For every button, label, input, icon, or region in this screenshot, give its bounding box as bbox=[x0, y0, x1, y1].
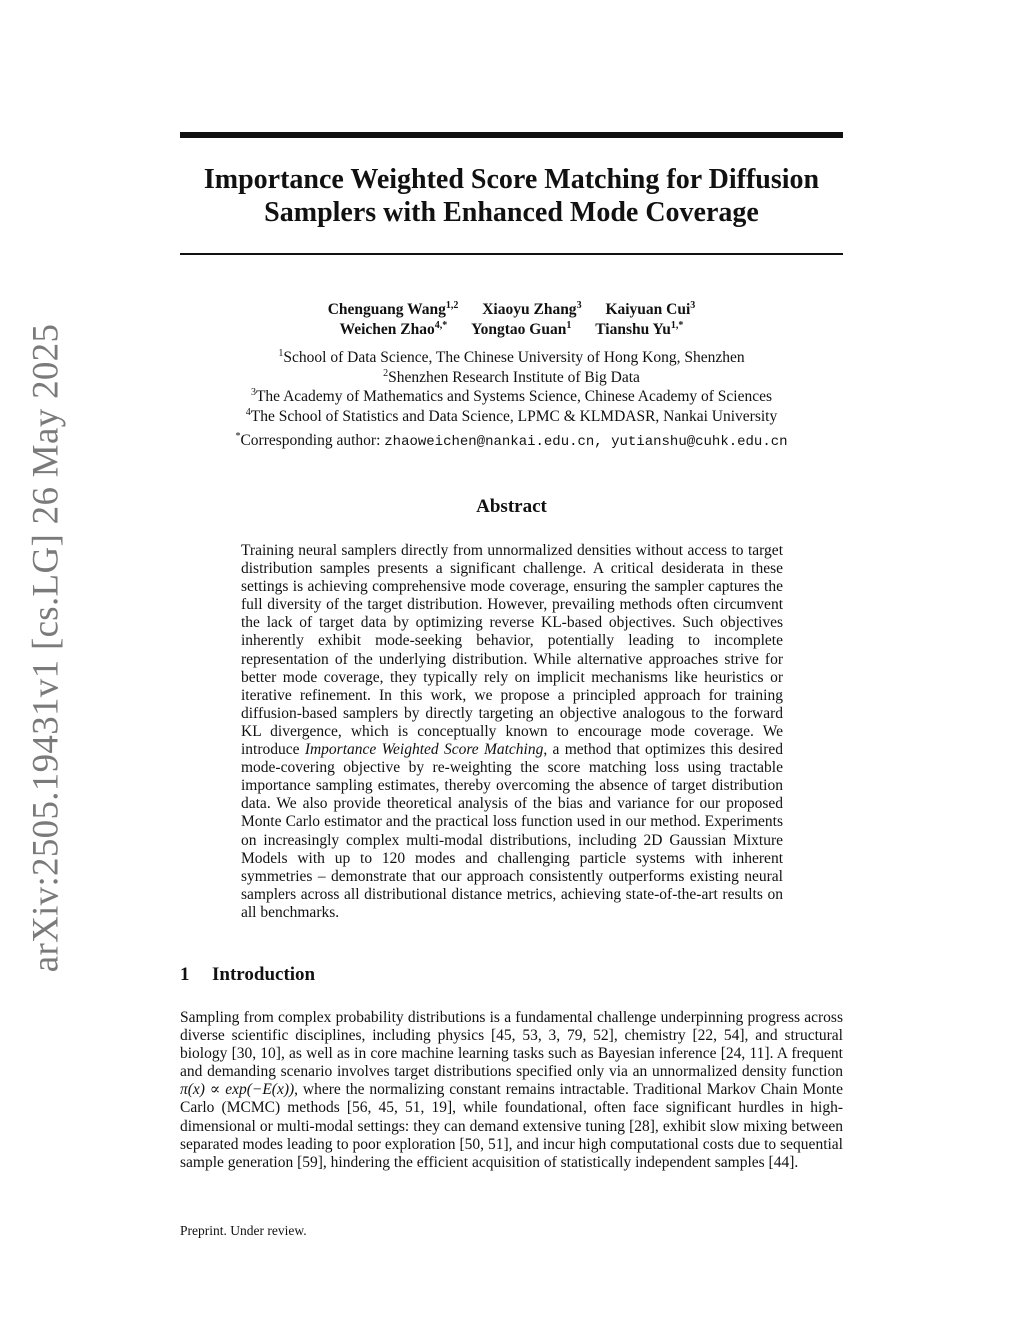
method-name-emphasis: Importance Weighted Score Matching bbox=[304, 741, 544, 759]
author: Xiaoyu Zhang$^3$ bbox=[482, 300, 582, 318]
affiliation-list bbox=[180, 348, 843, 426]
author-list bbox=[180, 300, 843, 340]
section-heading-introduction: 1 Introduction bbox=[180, 964, 316, 985]
density-formula: π(x) ∝ exp(−E(x)) bbox=[180, 1081, 295, 1099]
title-line-1: Importance Weighted Score Matching for Diffusion bbox=[203, 164, 820, 195]
author-row-2 bbox=[180, 320, 843, 340]
author: Chenguang Wang$^{1,2}$ bbox=[327, 300, 459, 318]
title-top-rule bbox=[180, 132, 843, 138]
arxiv-identifier-stamp: arXiv:2505.19431v1 [cs.LG] 26 May 2025 bbox=[25, 323, 67, 973]
introduction-paragraph: Sampling from complex probability distributions is a fundamental challenge underpinning progress across diverse scientific disciplines, including physics [45, 53, 3, 79, 52], chemistry [22, 54], and structural biology [30, 10], as well as in core machine learning tasks such as Bayesian inference [24, 11]. A frequent and demanding scenario involves target distributions specified only via an unnormalized density function π(x) ∝ exp(−E(x)), where the normalizing constant remains intractable. Traditional Markov Chain Monte Carlo (MCMC) methods [56, 45, 51, 19], while foundational, often face significant hurdles in high-dimensional or multi-modal settings: they can demand extensive tuning [28], exhibit slow mixing between separated modes leading to poor exploration [50, 51], and incur high computational costs due to sequential sample generation [59], hindering the efficient acquisition of statistically independent samples [44]. bbox=[180, 1009, 843, 1171]
affiliation: $^3$The Academy of Mathematics and Systems Science, Chinese Academy of Sciences bbox=[250, 387, 773, 405]
author: Tianshu $Yu^{1,*}$ bbox=[595, 320, 684, 338]
title-bottom-rule bbox=[180, 253, 843, 255]
preprint-footer: Preprint. Under review. bbox=[180, 1223, 307, 1238]
paper-title bbox=[180, 163, 843, 229]
contact-emails: zhaoweichen@nankai.edu.cn, yutianshu@cuhk.edu.cn bbox=[384, 434, 788, 450]
corresponding-author-note: *Corresponding author: zhaoweichen@nankai.edu.cn, yutianshu@cuhk.edu.cn bbox=[235, 431, 788, 450]
affiliation: $^2$Shenzhen Research Institute of Big Data bbox=[383, 367, 640, 386]
affiliation: $^4$The School of Statistics and Data Science, LPMC & KLMDASR, Nankai University bbox=[245, 406, 778, 425]
abstract-text: Training neural samplers directly from unnormalized densities without access to target distribution samples presents a significant challenge. A critical desiderata in these settings is achieving comprehensive mode coverage, ensuring the sampler captures the full diversity of the target distribution. However, prevailing methods often circumvent the lack of target data by optimizing reverse KL-based objectives. Such objectives inherently exhibit mode-seeking behavior, potentially leading to incomplete representation of the underlying distribution. While alternative approaches strive for better mode coverage, they typically rely on implicit mechanisms like heuristics or iterative refinement. In this work, we propose a principled approach for training diffusion-based samplers by directly targeting an objective analogous to the forward KL divergence, which is conceptually known to encourage mode coverage. We introduce Importance Weighted Score Matching, a method that optimizes this desired mode-covering objective by re-weighting the score matching loss using tractable importance sampling estimates, thereby overcoming the absence of target distribution data. We also provide theoretical analysis of the bias and variance for our proposed Monte Carlo estimator and the practical loss function used in our method. Experiments on increasingly complex multi-modal distributions, including 2D Gaussian Mixture Models with up to 120 modes and challenging particle systems with inherent symmetries – demonstrate that our approach consistently outperforms existing neural samplers across all distributional distance metrics, achieving state-of-the-art results on all benchmarks. bbox=[241, 542, 783, 921]
author-row-1 bbox=[180, 300, 843, 320]
author: Weichen Zhao$^{4,*}$ bbox=[339, 320, 448, 338]
abstract-heading: Abstract bbox=[476, 496, 547, 517]
author: Yongtao Guan$^1$ bbox=[471, 320, 572, 338]
affiliation: $^1$School of Data Science, The Chinese University of Hong Kong, Shenzhen bbox=[278, 348, 745, 366]
author: Kaiyuan Cui$^3$ bbox=[605, 300, 696, 318]
title-line-2: Samplers with Enhanced Mode Coverage bbox=[264, 197, 759, 228]
